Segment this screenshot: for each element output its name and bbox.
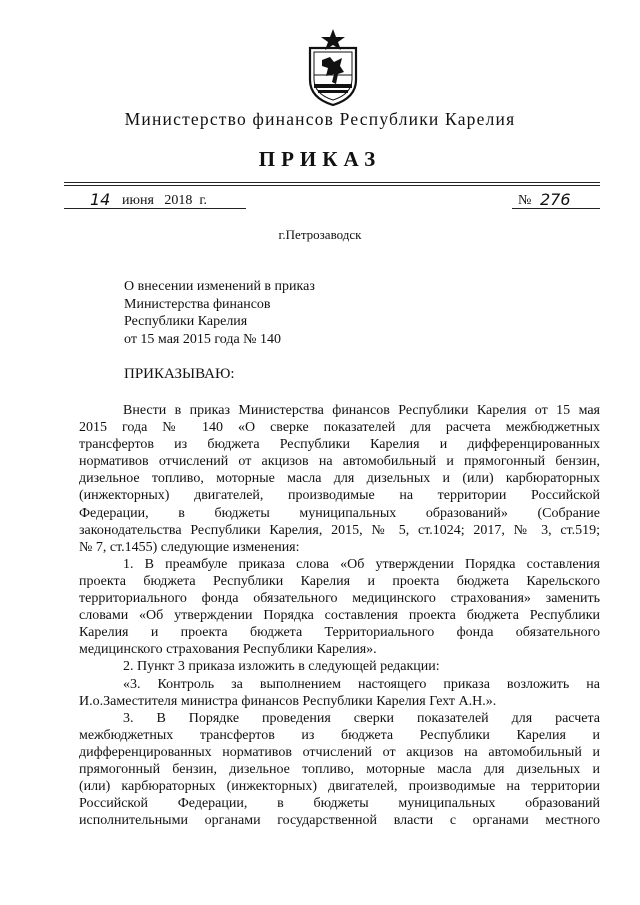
header-rule-bottom	[64, 185, 600, 186]
text-line: медицинского страхования Республики Карелия».	[79, 642, 377, 658]
body-text	[79, 402, 600, 829]
text-line: трансфертов из бюджета Республики Карелия и дифференцированных	[79, 437, 600, 453]
text-line: Карелия и проекта бюджета Территориального фонда обязательного	[79, 625, 600, 641]
document-type-title: ПРИКАЗ	[258, 147, 382, 171]
header-rule-top	[64, 182, 600, 183]
text-line: законодательства Республики Карелия, 2015, № 5, ст.1024; 2017, № 3, ст.519;	[79, 522, 600, 538]
number-label: №	[518, 193, 532, 208]
ministry-name: Министерство финансов Республики Карелия	[124, 109, 516, 129]
subject-line: О внесении изменений в приказ	[124, 279, 315, 294]
text-line: прямогонный бензин, дизельное топливо, моторные масла для дизельных и	[79, 761, 600, 777]
text-line: 2. Пункт 3 приказа изложить в следующей редакции:	[123, 659, 440, 675]
text-line: Внести в приказ Министерства финансов Республики Карелия от 15 мая	[123, 403, 600, 418]
text-line: 3. В Порядке проведения сверки показателей для расчета	[123, 710, 600, 726]
text-line: Федерации, в бюджеты муниципальных образований» (Собрание	[79, 505, 600, 521]
subject-line: от 15 мая 2015 года № 140	[124, 331, 282, 347]
text-line: исполнительными органами государственной власти с органами местного	[79, 813, 600, 829]
text-line: Российской Федерации, в бюджеты муниципальных образований	[79, 796, 600, 812]
text-line: (инжекторных) двигателей, производимые на территории Российской	[79, 488, 600, 504]
text-line: «3. Контроль за выполнением настоящего приказа возложить на	[123, 676, 600, 692]
number-underline	[512, 208, 600, 209]
order-number: 276	[540, 190, 571, 209]
text-line: И.о.Заместителя министра финансов Республики Карелия Гехт А.Н.».	[79, 693, 497, 709]
text-line: межбюджетных трансфертов из бюджета Республики Карелия и	[79, 727, 600, 743]
subject-line: Республики Карелия	[124, 314, 248, 330]
text-line: дифференцированных нормативов отчислений от акцизов на автомобильный и	[79, 744, 600, 760]
text-line: № 7, ст.1455) следующие изменения:	[79, 539, 300, 555]
text-line: проекта бюджета Республики Карелия и проекта бюджета Карельского	[79, 573, 600, 589]
text-line: дизельное топливо, моторные масла для дизельных и (или) карбюраторных	[79, 471, 600, 487]
date-day: 14	[90, 190, 111, 209]
command-heading: ПРИКАЗЫВАЮ:	[124, 366, 235, 382]
karelia-coat-of-arms-icon	[304, 28, 362, 106]
date-underline	[64, 208, 246, 209]
text-line: 1. В преамбуле приказа слова «Об утверждении Порядка составления	[123, 556, 600, 572]
subject-line: Министерства финансов	[124, 296, 271, 312]
subject-block	[124, 278, 315, 348]
city: г.Петрозаводск	[278, 227, 362, 242]
text-line: словами «Об утверждении Порядка составления проекта бюджета Республики	[79, 608, 600, 624]
text-line: (или) карбюраторных (инжекторных) двигателей, производимые на территории	[79, 779, 600, 795]
text-line: территориального фонда обязательного медицинского страхования» заменить	[79, 591, 600, 607]
text-line: 2015 года № 140 «О сверке показателей для расчета межбюджетных	[79, 420, 600, 436]
date-month-year: июня 2018 г.	[122, 193, 208, 208]
text-line: нормативов отчислений от акцизов на автомобильный и прямогонный бензин,	[79, 454, 600, 470]
